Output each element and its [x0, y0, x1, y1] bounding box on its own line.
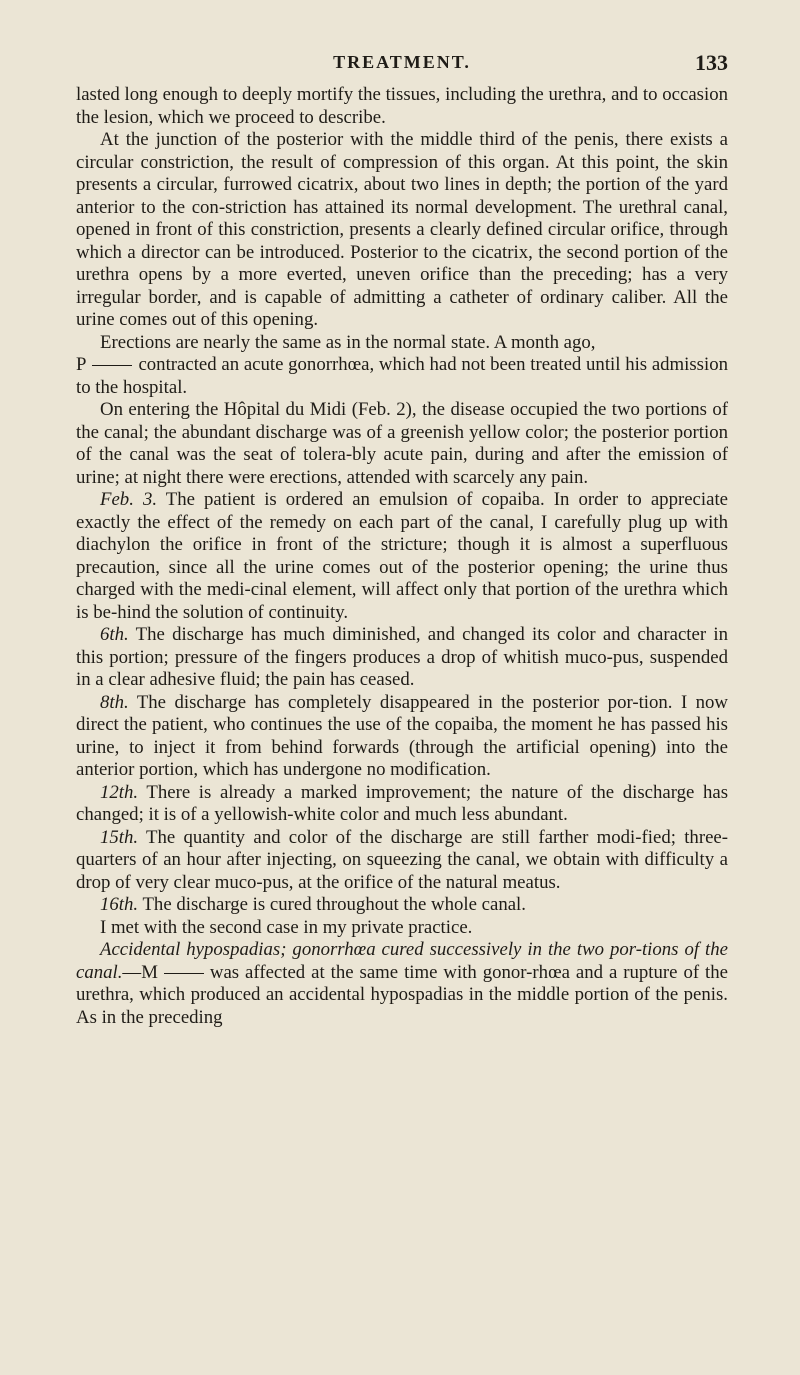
- patient-initial: —M: [122, 961, 158, 983]
- paragraph-12: I met with the second case in my private practice.: [100, 916, 473, 938]
- paragraph-9: 12th. There is already a marked improvement; the nature of the discharge has changed; it is of a yellowish-white color and much less abundant.: [76, 781, 729, 825]
- entry-date: 15th.: [100, 826, 139, 848]
- paragraph-5: On entering the Hôpital du Midi (Feb. 2), the disease occupied the two portions of the canal; the abundant discharge was of a greenish yellow color; the posterior portion of the canal was the seat of tolera-bly acute pain, during and after the emission of urine; at night there were erections, attended with scarcely any pain.: [76, 399, 728, 488]
- page-number: 133: [695, 50, 728, 75]
- name-dash: [164, 973, 204, 974]
- paragraph-11: 16th. The discharge is cured throughout the whole canal.: [100, 894, 526, 915]
- paragraph-7: 6th. The discharge has much diminished, and changed its color and character in this portion; pressure of the fingers produces a drop of whitish muco-pus, suspended in a clear adhesive fluid; the pain has ceased.: [76, 624, 729, 690]
- name-dash: [92, 365, 132, 366]
- paragraph-1: lasted long enough to deeply mortify the tissues, including the urethra, and to occasion the lesion, which we proceed to describe.: [76, 84, 728, 128]
- case-title: Accidental hypospadias; gonorrhœa cured successively in the two por-tions of the canal.: [76, 939, 728, 983]
- entry-date: 12th.: [100, 781, 139, 803]
- running-title: TREATMENT.: [333, 52, 471, 72]
- paragraph-13: Accidental hypospadias; gonorrhœa cured successively in the two por-tions of the canal.—M was affected at the same time with gonor-rhœa and a rupture of the urethra, which produced an accidental hypospadias in the middle portion of the penis. As in the preceding: [76, 939, 728, 1028]
- patient-initial: P: [76, 354, 87, 375]
- paragraph-2: At the junction of the posterior with the middle third of the penis, there exists a circular constriction, the result of compression of this organ. At this point, the skin presents a circular, furrowed cicatrix, about two lines in depth; the portion of the yard anterior to the con-striction has attained its normal development. The urethral canal, opened in front of this constriction, presents a clearly defined circular orifice, through which a director can be introduced. Posterior to the cicatrix, the second portion of the urethra opens by a more everted, uneven orifice than the preceding; has a very irregular border, and is capable of admitting a catheter of ordinary caliber. All the urine comes out of this opening.: [76, 129, 728, 330]
- entry-date: Feb. 3.: [100, 489, 158, 510]
- entry-date: 6th.: [100, 624, 129, 645]
- paragraph-6: Feb. 3. The patient is ordered an emulsion of copaiba. In order to appreciate exactly the effect of the remedy on each part of the canal, I carefully plug up with diachylon the orifice in front of the stricture; though it is almost a superfluous precaution, since all the urine comes out of the posterior opening; the urine thus charged with the medi-cinal element, will affect only that portion of the urethra which is be-hind the solution of continuity.: [76, 489, 728, 623]
- paragraph-10: 15th. The quantity and color of the discharge are still farther modi-fied; three-quarters of an hour after injecting, on squeezing the canal, we obtain with difficulty a drop of very clear muco-pus, at the orifice of the natural meatus.: [76, 826, 729, 893]
- entry-date: 8th.: [100, 691, 129, 713]
- running-header: [76, 52, 728, 78]
- entry-date: 16th.: [100, 894, 139, 915]
- paragraph-3: Erections are nearly the same as in the normal state. A month ago,: [100, 331, 596, 353]
- paragraph-4: P contracted an acute gonorrhœa, which had not been treated until his admission to the hospital.: [76, 354, 728, 398]
- paragraph-8: 8th. The discharge has completely disappeared in the posterior por-tion. I now direct the patient, who continues the use of the copaiba, the moment he has passed his urine, to inject it from behind forwards (through the artificial opening) into the anterior portion, which has undergone no modification.: [76, 691, 728, 780]
- body-text: [76, 84, 728, 1029]
